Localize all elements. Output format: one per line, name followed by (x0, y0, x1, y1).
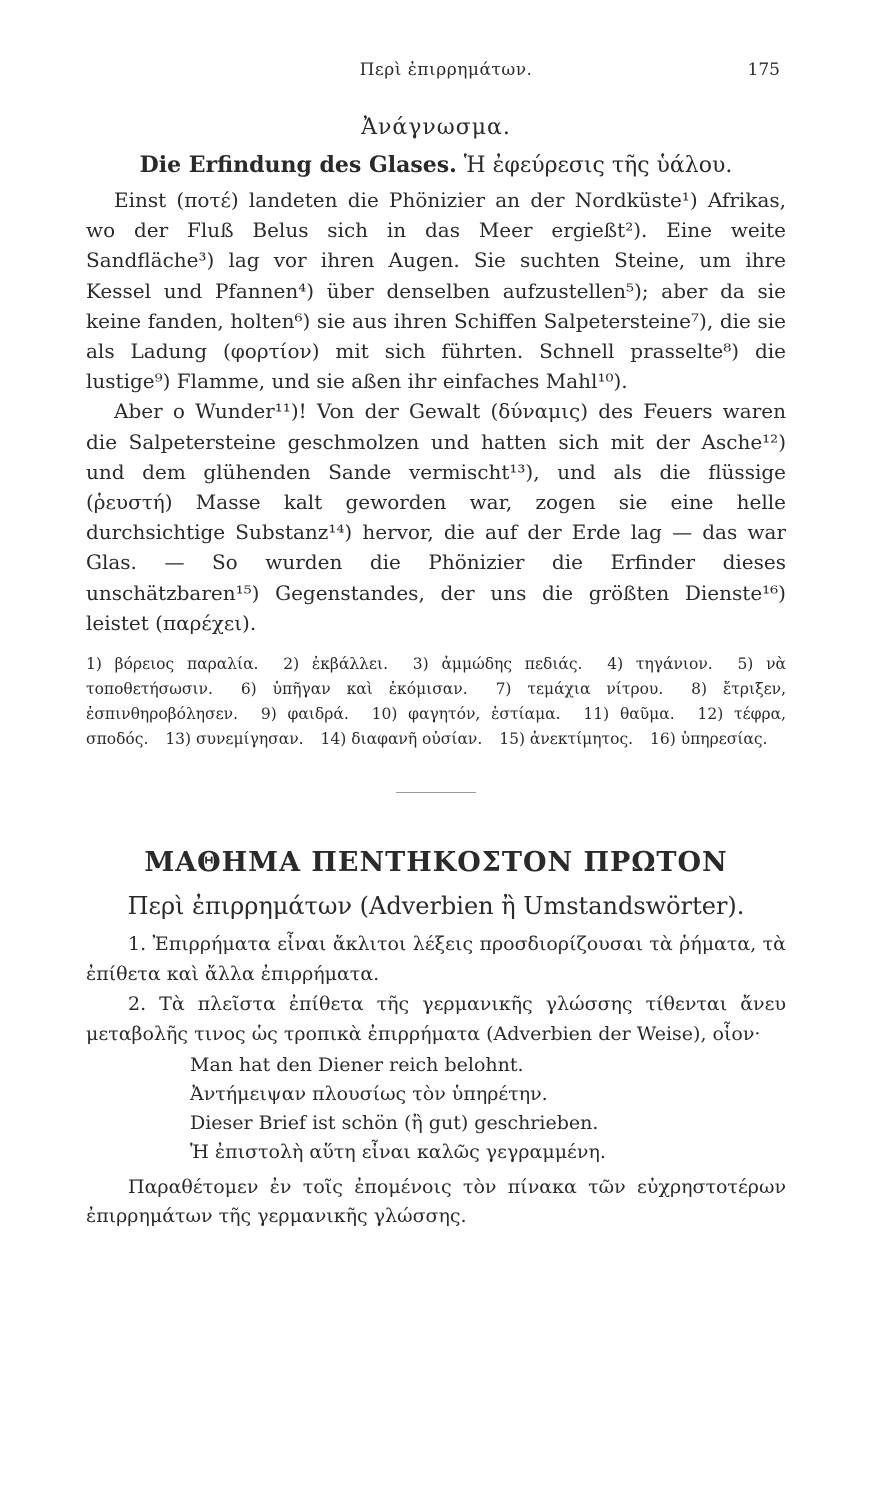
example-sentence: Ἀντήμειψαν πλουσίως τὸν ὑπηρέτην. (190, 1083, 548, 1106)
footnote: 16) ὑπηρεσίας. (650, 730, 768, 749)
footnote: 2) ἐκβάλλει. (283, 655, 389, 674)
lesson-subtitle: Περὶ ἐπιρρημάτων (Adverbien ἢ Umstandswörter). (127, 892, 745, 921)
lesson-paragraph: 1. Ἐπιρρήματα εἶναι ἄκλιτοι λέξεις προσδιορίζουσαι τὰ ῥήματα, τὰ ἐπίθετα καὶ ἄλλα ἐπιρρήματα. (86, 933, 786, 986)
footnote: 11) θαῦμα. (583, 705, 675, 724)
footnote: 1) βόρειος παραλία. (86, 655, 259, 674)
running-title: Περὶ ἐπιρρημάτων. (359, 60, 533, 80)
footnote: 13) συνεμίγησαν. (165, 730, 304, 749)
example-sentence: Ἡ ἐπιστολὴ αὕτη εἶναι καλῶς γεγραμμένη. (190, 1141, 606, 1164)
reading-heading: Ἀνάγνωσμα. (361, 115, 511, 140)
footnote: 15) ἀνεκτίμητος. (499, 730, 634, 749)
footnotes (86, 652, 786, 752)
footnote: 9) φαιδρά. (260, 705, 349, 724)
page-number: 175 (747, 60, 780, 80)
footnote: 7) τεμάχια νίτρου. (495, 680, 664, 699)
footnote: 14) διαφανῆ οὐσίαν. (320, 730, 483, 749)
closing-text (86, 1173, 786, 1231)
example-sentence: Dieser Brief ist schön (ἢ gut) geschrieben. (190, 1112, 599, 1135)
footnote: 8) ἔτριξεν, ἐσπινθηροβόλησεν. (86, 680, 786, 724)
example-sentences (86, 1051, 786, 1167)
footnote: 5) νὰ τοποθετήσωσιν. (86, 655, 786, 699)
closing-paragraph: Παραθέτομεν ἐν τοῖς ἐπομένοις τὸν πίνακα τῶν εὐχρηστοτέρων ἐπιρρημάτων τῆς γερμανικῆς γλώσσης. (86, 1176, 786, 1228)
reading-subtitle-german: Die Erfindung des Glases. (139, 152, 457, 178)
lesson-text (86, 929, 786, 1049)
lesson-title: ΜΑΘΗΜΑ ΠΕΝΤΗΚΟΣΤΟΝ ΠΡΩΤΟΝ (144, 847, 728, 879)
footnote: 4) τηγάνιον. (607, 655, 713, 674)
reading-paragraph: Aber o Wunder¹¹)! Von der Gewalt (δύναμις) des Feuers waren die Salpetersteine geschmolzen und hatten sich mit der Asche¹²) und dem glühenden Sande vermischt¹³), und als die flüssige (ῥευστή) Masse kalt geworden war, zogen sie eine helle durchsichtige Substanz¹⁴) hervor, die auf der Erde lag — das war Glas. — So wurden die Phönizier die Erfinder dieses unschätzbaren¹⁵) Gegenstandes, der uns die größten Dienste¹⁶) leistet (παρέχει). (86, 399, 786, 635)
example-sentence: Man hat den Diener reich belohnt. (190, 1054, 524, 1077)
reading-paragraph: Einst (ποτέ) landeten die Phönizier an der Nordküste¹) Afrikas, wo der Fluß Belus sich in das Meer ergießt²). Eine weite Sandfläche³) lag vor ihren Augen. Sie suchten Steine, um ihre Kessel und Pfannen⁴) über denselben aufzustellen⁵); aber da sie keine fanden, holten⁶) sie aus ihren Schiffen Salpetersteine⁷), die sie als Ladung (φορτίον) mit sich führten. Schnell prasselte⁸) die lustige⁹) Flamme, und sie aßen ihr einfaches Mahl¹⁰). (86, 188, 786, 394)
page-content (86, 112, 786, 1231)
reading-subtitle-greek: Ἡ ἐφεύρεσις τῆς ὑάλου. (463, 153, 733, 178)
reading-text (86, 185, 786, 638)
lesson-paragraph: 2. Τὰ πλεῖστα ἐπίθετα τῆς γερμανικῆς γλώσσης τίθενται ἄνευ μεταβολῆς τινος ὡς τροπικὰ ἐπιρρήματα (Adverbien der Weise), οἷον· (86, 993, 786, 1046)
footnote: 12) τέφρα, σποδός. (86, 705, 787, 749)
reading-subtitle (86, 148, 786, 183)
section-divider (396, 792, 476, 793)
running-head (0, 60, 892, 84)
footnote: 6) ὑπῆγαν καὶ ἐκόμισαν. (240, 680, 468, 699)
footnote: 10) φαγητόν, ἑστίαμα. (371, 705, 561, 724)
footnote: 3) ἀμμώδης πεδιάς. (412, 655, 583, 674)
